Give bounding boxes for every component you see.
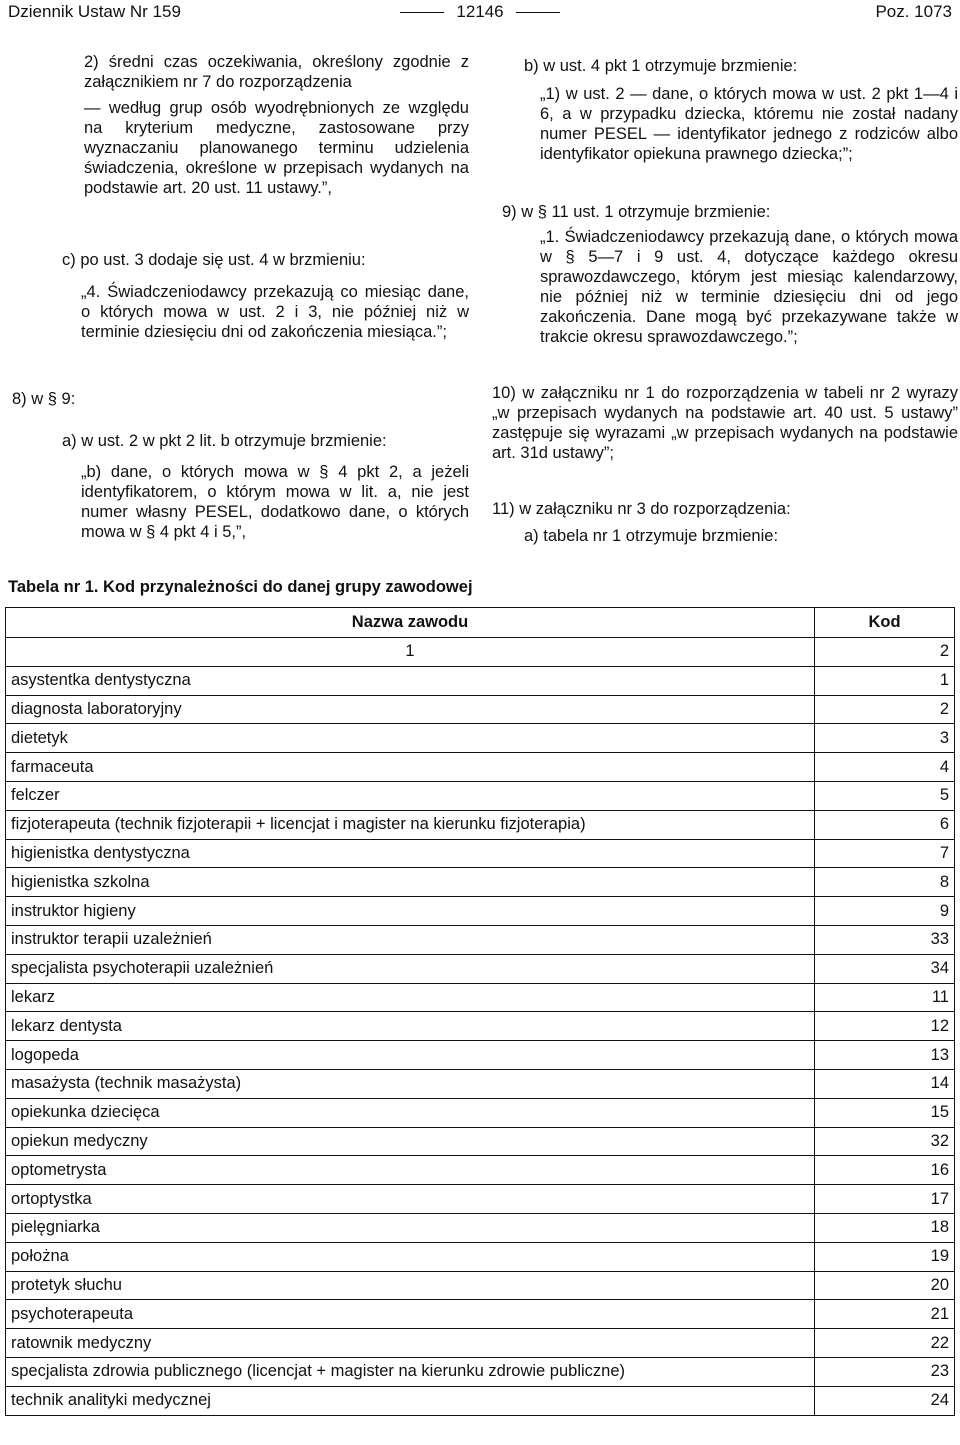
page-number: 12146	[456, 2, 504, 21]
profession-code-cell: 20	[815, 1271, 955, 1300]
table-row	[6, 1156, 955, 1185]
profession-name-cell: fizjoterapeuta (technik fizjoterapii + licencjat i magister na kierunku fizjoterapia)	[6, 810, 815, 839]
col-number-code: 2	[815, 638, 955, 667]
table-row	[6, 1041, 955, 1070]
profession-name-cell: opiekunka dziecięca	[6, 1098, 815, 1127]
table-row	[6, 753, 955, 782]
profession-name-cell: ratownik medyczny	[6, 1329, 815, 1358]
profession-name-cell: pielęgniarka	[6, 1213, 815, 1242]
profession-code-cell: 21	[815, 1300, 955, 1329]
profession-code-table	[5, 607, 955, 1416]
item-10: 10) w załączniku nr 1 do rozporządzenia w tabeli nr 2 wyrazy „w przepisach wydanych na podstawie art. 40 ust. 5 ustawy” zastępuje się wyrazami „w przepisach wydanych na podstawie art. 31d ustawy”;	[492, 384, 958, 462]
profession-code-cell: 24	[815, 1386, 955, 1415]
profession-code-cell: 18	[815, 1213, 955, 1242]
table-row	[6, 1098, 955, 1127]
col-number-name: 1	[6, 638, 815, 667]
table-header-row	[6, 608, 955, 638]
item-9: 9) w § 11 ust. 1 otrzymuje brzmienie:	[502, 203, 771, 221]
profession-name-cell: instruktor higieny	[6, 897, 815, 926]
profession-name-cell: lekarz dentysta	[6, 1012, 815, 1041]
profession-code-cell: 19	[815, 1242, 955, 1271]
profession-name-cell: farmaceuta	[6, 753, 815, 782]
profession-code-cell: 6	[815, 810, 955, 839]
item-11-a: a) tabela nr 1 otrzymuje brzmienie:	[524, 527, 779, 545]
profession-name-cell: asystentka dentystyczna	[6, 666, 815, 695]
item-2-text: 2) średni czas oczekiwania, określony zgodnie z załącznikiem nr 7 do rozporządzenia	[84, 53, 469, 91]
table-row	[6, 1127, 955, 1156]
profession-code-cell: 23	[815, 1357, 955, 1386]
profession-code-cell: 1	[815, 666, 955, 695]
table-row	[6, 1213, 955, 1242]
table-row	[6, 839, 955, 868]
profession-name-cell: instruktor terapii uzależnień	[6, 925, 815, 954]
table-row	[6, 1300, 955, 1329]
table-row	[6, 925, 955, 954]
item-9-quote: „1. Świadczeniodawcy przekazują dane, o których mowa w § 5—7 i 9 ust. 4, dotyczące każdego okresu sprawozdawczego, którym jest miesiąc kalendarzowy, nie później niż w terminie dziesięciu dni od jego zakończenia. Dane mogą być przekazywane także w trakcie okresu sprawozdawczego.”;	[540, 228, 958, 346]
profession-code-cell: 17	[815, 1185, 955, 1214]
item-c-quote: „4. Świadczeniodawcy przekazują co miesiąc dane, o których mowa w ust. 2 i 3, nie później niż w terminie dziesięciu dni od zakończenia miesiąca.”;	[81, 283, 469, 341]
profession-code-cell: 14	[815, 1069, 955, 1098]
profession-name-cell: diagnosta laboratoryjny	[6, 695, 815, 724]
profession-name-cell: specjalista zdrowia publicznego (licencjat + magister na kierunku zdrowie publiczne)	[6, 1357, 815, 1386]
table-body	[6, 666, 955, 1415]
table-row	[6, 1012, 955, 1041]
profession-code-cell: 3	[815, 724, 955, 753]
journal-name: Dziennik Ustaw Nr 159	[8, 2, 181, 21]
profession-name-cell: logopeda	[6, 1041, 815, 1070]
profession-name-cell: protetyk słuchu	[6, 1271, 815, 1300]
profession-code-cell: 5	[815, 781, 955, 810]
profession-code-cell: 33	[815, 925, 955, 954]
profession-code-cell: 16	[815, 1156, 955, 1185]
table-row	[6, 695, 955, 724]
item-11: 11) w załączniku nr 3 do rozporządzenia:	[492, 500, 791, 518]
col-header-name: Nazwa zawodu	[6, 608, 815, 638]
profession-name-cell: położna	[6, 1242, 815, 1271]
table-title: Tabela nr 1. Kod przynależności do danej grupy zawodowej	[8, 578, 473, 596]
profession-code-cell: 9	[815, 897, 955, 926]
table-row	[6, 897, 955, 926]
table-row	[6, 983, 955, 1012]
profession-name-cell: higienistka dentystyczna	[6, 839, 815, 868]
profession-code-cell: 4	[815, 753, 955, 782]
page-number-wrap	[0, 2, 960, 22]
table-row	[6, 1185, 955, 1214]
profession-name-cell: specjalista psychoterapii uzależnień	[6, 954, 815, 983]
profession-code-cell: 32	[815, 1127, 955, 1156]
table-row	[6, 868, 955, 897]
profession-name-cell: masażysta (technik masażysta)	[6, 1069, 815, 1098]
table-row	[6, 954, 955, 983]
item-2-continuation: — według grup osób wyodrębnionych ze względu na kryterium medyczne, zastosowane przy wyznaczaniu planowanego terminu udzielenia świadczenia, określone w przepisach wydanych na podstawie art. 20 ust. 11 ustawy.”,	[84, 99, 469, 197]
table-number-row	[6, 638, 955, 667]
item-8: 8) w § 9:	[12, 390, 76, 408]
table-row	[6, 1386, 955, 1415]
page-header	[0, 0, 960, 26]
profession-code-cell: 13	[815, 1041, 955, 1070]
item-c-line: c) po ust. 3 dodaje się ust. 4 w brzmieniu:	[62, 251, 366, 269]
profession-name-cell: lekarz	[6, 983, 815, 1012]
item-b-line: b) w ust. 4 pkt 1 otrzymuje brzmienie:	[524, 57, 798, 75]
table-row	[6, 724, 955, 753]
profession-code-cell: 8	[815, 868, 955, 897]
profession-name-cell: higienistka szkolna	[6, 868, 815, 897]
table-row	[6, 1329, 955, 1358]
profession-name-cell: ortoptystka	[6, 1185, 815, 1214]
table-row	[6, 1069, 955, 1098]
item-a-line: a) w ust. 2 w pkt 2 lit. b otrzymuje brzmienie:	[62, 432, 387, 450]
profession-name-cell: dietetyk	[6, 724, 815, 753]
table-row	[6, 1357, 955, 1386]
table-row	[6, 810, 955, 839]
table-row	[6, 666, 955, 695]
profession-code-cell: 15	[815, 1098, 955, 1127]
profession-name-cell: optometrysta	[6, 1156, 815, 1185]
item-b-quote: „1) w ust. 2 — dane, o których mowa w ust. 2 pkt 1—4 i 6, a w przypadku dziecka, któremu nie został nadany numer PESEL — identyfikator jednego z rodziców albo identyfikator opiekuna prawnego dziecka;”;	[540, 85, 958, 163]
profession-code-cell: 11	[815, 983, 955, 1012]
profession-code-cell: 22	[815, 1329, 955, 1358]
profession-code-cell: 2	[815, 695, 955, 724]
position-number: Poz. 1073	[875, 2, 952, 21]
profession-name-cell: psychoterapeuta	[6, 1300, 815, 1329]
profession-code-cell: 12	[815, 1012, 955, 1041]
profession-name-cell: opiekun medyczny	[6, 1127, 815, 1156]
table-row	[6, 1271, 955, 1300]
item-a-quote: „b) dane, o których mowa w § 4 pkt 2, a jeżeli identyfikatorem, o którym mowa w lit. a, nie jest numer własny PESEL, dodatkowo dane, o których mowa w § 4 pkt 4 i 5,”,	[81, 463, 469, 541]
profession-code-cell: 7	[815, 839, 955, 868]
profession-code-cell: 34	[815, 954, 955, 983]
profession-name-cell: felczer	[6, 781, 815, 810]
col-header-code: Kod	[815, 608, 955, 638]
profession-name-cell: technik analityki medycznej	[6, 1386, 815, 1415]
table-row	[6, 1242, 955, 1271]
table-row	[6, 781, 955, 810]
